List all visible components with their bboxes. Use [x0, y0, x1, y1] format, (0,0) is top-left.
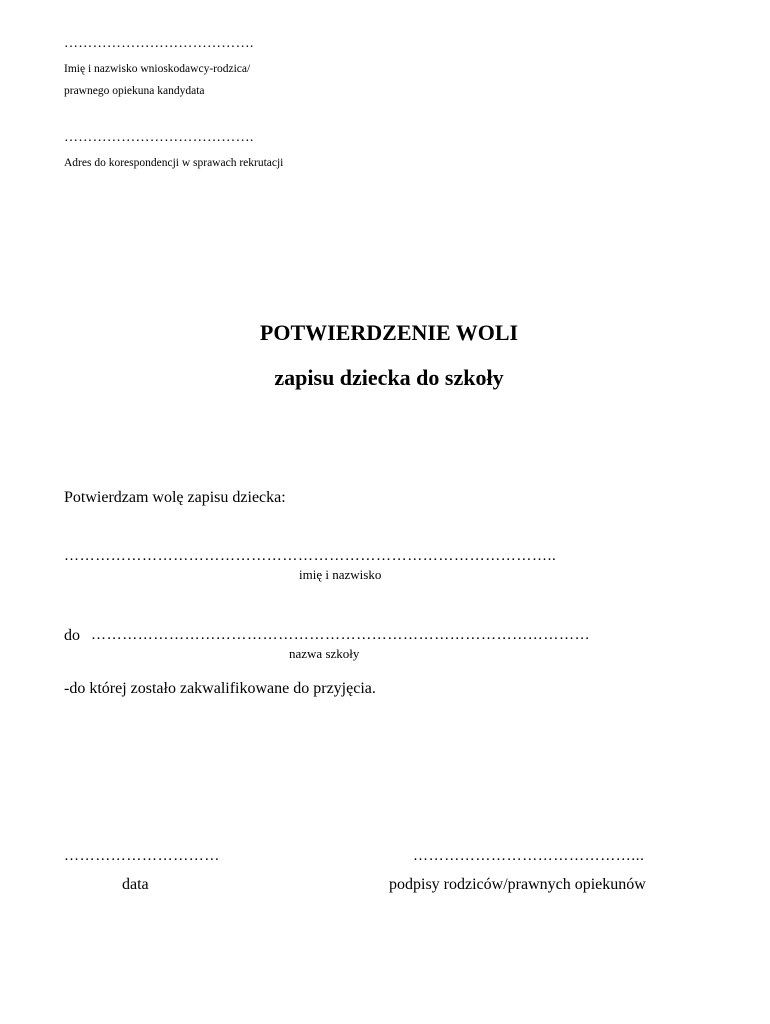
school-name-dots: …………………………………………………………………………………… [91, 627, 591, 643]
applicant-name-caption-line1: Imię i nazwisko wnioskodawcy-rodzica/ [64, 63, 251, 75]
child-name-caption: imię i nazwisko [299, 567, 382, 582]
document-subtitle: zapisu dziecka do szkoły [274, 365, 504, 390]
school-prefix: do [64, 627, 80, 644]
applicant-name-caption-line2: prawnego opiekuna kandydata [64, 85, 205, 97]
qualification-statement: -do której zostało zakwalifikowane do przyjęcia. [64, 680, 376, 697]
applicant-address-dots: …………………………………. [64, 130, 254, 145]
date-dots: ………………………… [64, 848, 220, 864]
confirmation-intro: Potwierdzam wolę zapisu dziecka: [64, 489, 286, 506]
parents-signature-label: podpisy rodziców/prawnych opiekunów [389, 876, 646, 893]
applicant-address-caption: Adres do korespondencji w sprawach rekrutacji [64, 157, 284, 169]
child-name-dots: ………………………………………………………………………………….. [64, 548, 557, 564]
document-title: POTWIERDZENIE WOLI [259, 320, 519, 345]
school-name-caption: nazwa szkoły [289, 646, 360, 661]
date-label: data [122, 876, 149, 893]
applicant-name-dots: …………………………………. [64, 36, 254, 51]
parents-signature-dots: ……………………………………... [413, 848, 645, 864]
